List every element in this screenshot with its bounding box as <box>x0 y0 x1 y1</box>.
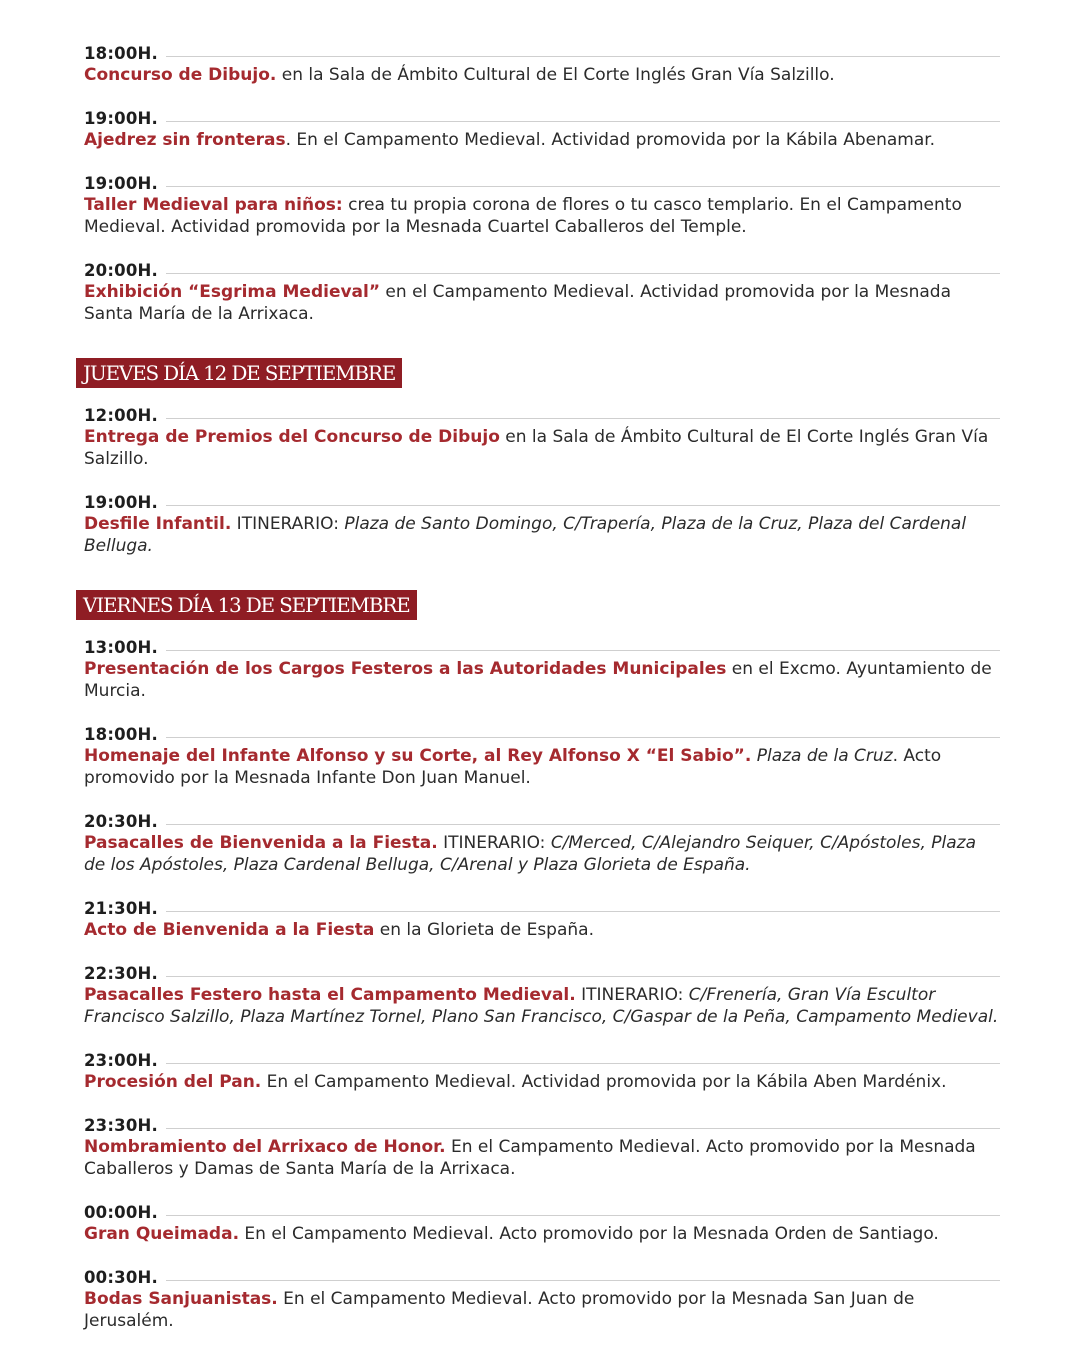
event-title: Homenaje del Infante Alfonso y su Corte, al Rey Alfonso X “El Sabio”. <box>84 746 752 766</box>
time-row <box>84 1049 1000 1071</box>
divider-line <box>166 1128 1000 1129</box>
event-time: 00:30H. <box>84 1267 158 1287</box>
event-title: Ajedrez sin fronteras <box>84 130 286 150</box>
event-title: Nombramiento del Arrixaco de Honor. <box>84 1137 446 1157</box>
event-itinerary: C/Merced, C/Alejandro Seiquer, C/Apóstoles, Plaza de los Apóstoles, Plaza Cardenal Belluga, C/Arenal y Plaza Glorieta de España. <box>84 833 976 875</box>
time-row <box>84 491 1000 513</box>
event-title: Acto de Bienvenida a la Fiesta <box>84 920 375 940</box>
event-description <box>84 984 1000 1028</box>
event-description <box>84 281 1000 325</box>
event-time: 21:30H. <box>84 898 158 918</box>
time-row <box>84 259 1000 281</box>
event-time: 20:00H. <box>84 260 158 280</box>
divider-line <box>166 186 1000 187</box>
time-row <box>84 810 1000 832</box>
event-itinerary: Plaza de la Cruz <box>756 746 893 766</box>
event-description <box>84 64 1000 86</box>
event-item <box>84 1266 1000 1332</box>
event-time: 18:00H. <box>84 43 158 63</box>
event-item <box>84 1201 1000 1245</box>
event-time: 23:00H. <box>84 1050 158 1070</box>
time-row <box>84 172 1000 194</box>
event-item <box>84 810 1000 876</box>
event-time: 12:00H. <box>84 405 158 425</box>
event-title: Entrega de Premios del Concurso de Dibujo <box>84 427 500 447</box>
event-description <box>84 513 1000 557</box>
event-item <box>84 107 1000 151</box>
event-description <box>84 658 1000 702</box>
divider-line <box>166 1063 1000 1064</box>
event-title: Presentación de los Cargos Festeros a las Autoridades Municipales <box>84 659 727 679</box>
event-item <box>84 259 1000 325</box>
time-row <box>84 636 1000 658</box>
event-text: en el Excmo. Ayuntamiento de Murcia. <box>84 659 992 701</box>
event-time: 19:00H. <box>84 108 158 128</box>
divider-line <box>166 1215 1000 1216</box>
event-text: crea tu propia corona de flores o tu casco templario. En el Campamento Medieval. Actividad promovida por la Mesnada Cuartel Caballeros del Temple. <box>84 195 962 237</box>
event-text: ITINERARIO: <box>437 833 551 853</box>
time-row <box>84 404 1000 426</box>
event-item <box>84 962 1000 1028</box>
event-item <box>84 404 1000 470</box>
divider-line <box>166 56 1000 57</box>
day-section <box>84 578 1000 1332</box>
divider-line <box>166 273 1000 274</box>
divider-line <box>166 505 1000 506</box>
event-item <box>84 172 1000 238</box>
event-title: Pasacalles Festero hasta el Campamento Medieval. <box>84 985 576 1005</box>
event-title: Taller Medieval para niños: <box>84 195 343 215</box>
time-row <box>84 1266 1000 1288</box>
event-text: . Acto promovido por la Mesnada Infante Don Juan Manuel. <box>84 746 942 788</box>
divider-line <box>166 1280 1000 1281</box>
event-time: 23:30H. <box>84 1115 158 1135</box>
event-text: en la Sala de Ámbito Cultural de El Corte Inglés Gran Vía Salzillo. <box>84 427 989 469</box>
event-time: 20:30H. <box>84 811 158 831</box>
event-item <box>84 1049 1000 1093</box>
event-description <box>84 194 1000 238</box>
event-itinerary: C/Frenería, Gran Vía Escultor Francisco Salzillo, Plaza Martínez Tornel, Plano San Francisco, C/Gaspar de la Peña, Campamento Medieval. <box>84 985 999 1027</box>
divider-line <box>166 121 1000 122</box>
event-title: Desfile Infantil. <box>84 514 232 534</box>
event-time: 13:00H. <box>84 637 158 657</box>
divider-line <box>166 737 1000 738</box>
event-description <box>84 1288 1000 1332</box>
event-time: 00:00H. <box>84 1202 158 1222</box>
event-description <box>84 1136 1000 1180</box>
event-item <box>84 491 1000 557</box>
event-title: Bodas Sanjuanistas. <box>84 1289 278 1309</box>
event-title: Exhibición “Esgrima Medieval” <box>84 282 381 302</box>
event-description <box>84 745 1000 789</box>
day-header: JUEVES DÍA 12 DE SEPTIEMBRE <box>76 358 402 388</box>
event-time: 19:00H. <box>84 173 158 193</box>
event-item <box>84 636 1000 702</box>
day-section <box>84 346 1000 557</box>
event-time: 22:30H. <box>84 963 158 983</box>
event-description <box>84 426 1000 470</box>
event-text: En el Campamento Medieval. Acto promovido por la Mesnada Orden de Santiago. <box>239 1224 939 1244</box>
time-row <box>84 1114 1000 1136</box>
event-time: 19:00H. <box>84 492 158 512</box>
day-header: VIERNES DÍA 13 DE SEPTIEMBRE <box>76 590 417 620</box>
divider-line <box>166 976 1000 977</box>
event-title: Procesión del Pan. <box>84 1072 262 1092</box>
event-text: En el Campamento Medieval. Actividad promovida por la Kábila Aben Mardénix. <box>261 1072 947 1092</box>
event-description <box>84 1071 1000 1093</box>
time-row <box>84 107 1000 129</box>
event-text: en la Glorieta de España. <box>374 920 594 940</box>
event-title: Concurso de Dibujo. <box>84 65 277 85</box>
event-item <box>84 897 1000 941</box>
event-description <box>84 919 1000 941</box>
event-title: Gran Queimada. <box>84 1224 240 1244</box>
event-time: 18:00H. <box>84 724 158 744</box>
event-text: ITINERARIO: <box>575 985 689 1005</box>
time-row <box>84 42 1000 64</box>
event-itinerary: Plaza de Santo Domingo, C/Trapería, Plaza de la Cruz, Plaza del Cardenal Belluga. <box>84 514 967 556</box>
event-text: en la Sala de Ámbito Cultural de El Corte Inglés Gran Vía Salzillo. <box>276 65 835 85</box>
event-item <box>84 723 1000 789</box>
divider-line <box>166 911 1000 912</box>
divider-line <box>166 824 1000 825</box>
time-row <box>84 897 1000 919</box>
event-title: Pasacalles de Bienvenida a la Fiesta. <box>84 833 438 853</box>
event-text: En el Campamento Medieval. Acto promovido por la Mesnada San Juan de Jerusalém. <box>84 1289 915 1331</box>
event-description <box>84 1223 1000 1245</box>
event-item <box>84 42 1000 86</box>
event-item <box>84 1114 1000 1180</box>
event-description <box>84 832 1000 876</box>
program-page <box>84 42 1000 1353</box>
day-section <box>84 42 1000 325</box>
event-description <box>84 129 1000 151</box>
time-row <box>84 723 1000 745</box>
event-text: en el Campamento Medieval. Actividad promovida por la Mesnada Santa María de la Arrixaca. <box>84 282 952 324</box>
event-text: ITINERARIO: <box>231 514 345 534</box>
time-row <box>84 962 1000 984</box>
divider-line <box>166 418 1000 419</box>
divider-line <box>166 650 1000 651</box>
time-row <box>84 1201 1000 1223</box>
event-text: . En el Campamento Medieval. Actividad promovida por la Kábila Abenamar. <box>285 130 936 150</box>
event-text: En el Campamento Medieval. Acto promovido por la Mesnada Caballeros y Damas de Santa María de la Arrixaca. <box>84 1137 976 1179</box>
